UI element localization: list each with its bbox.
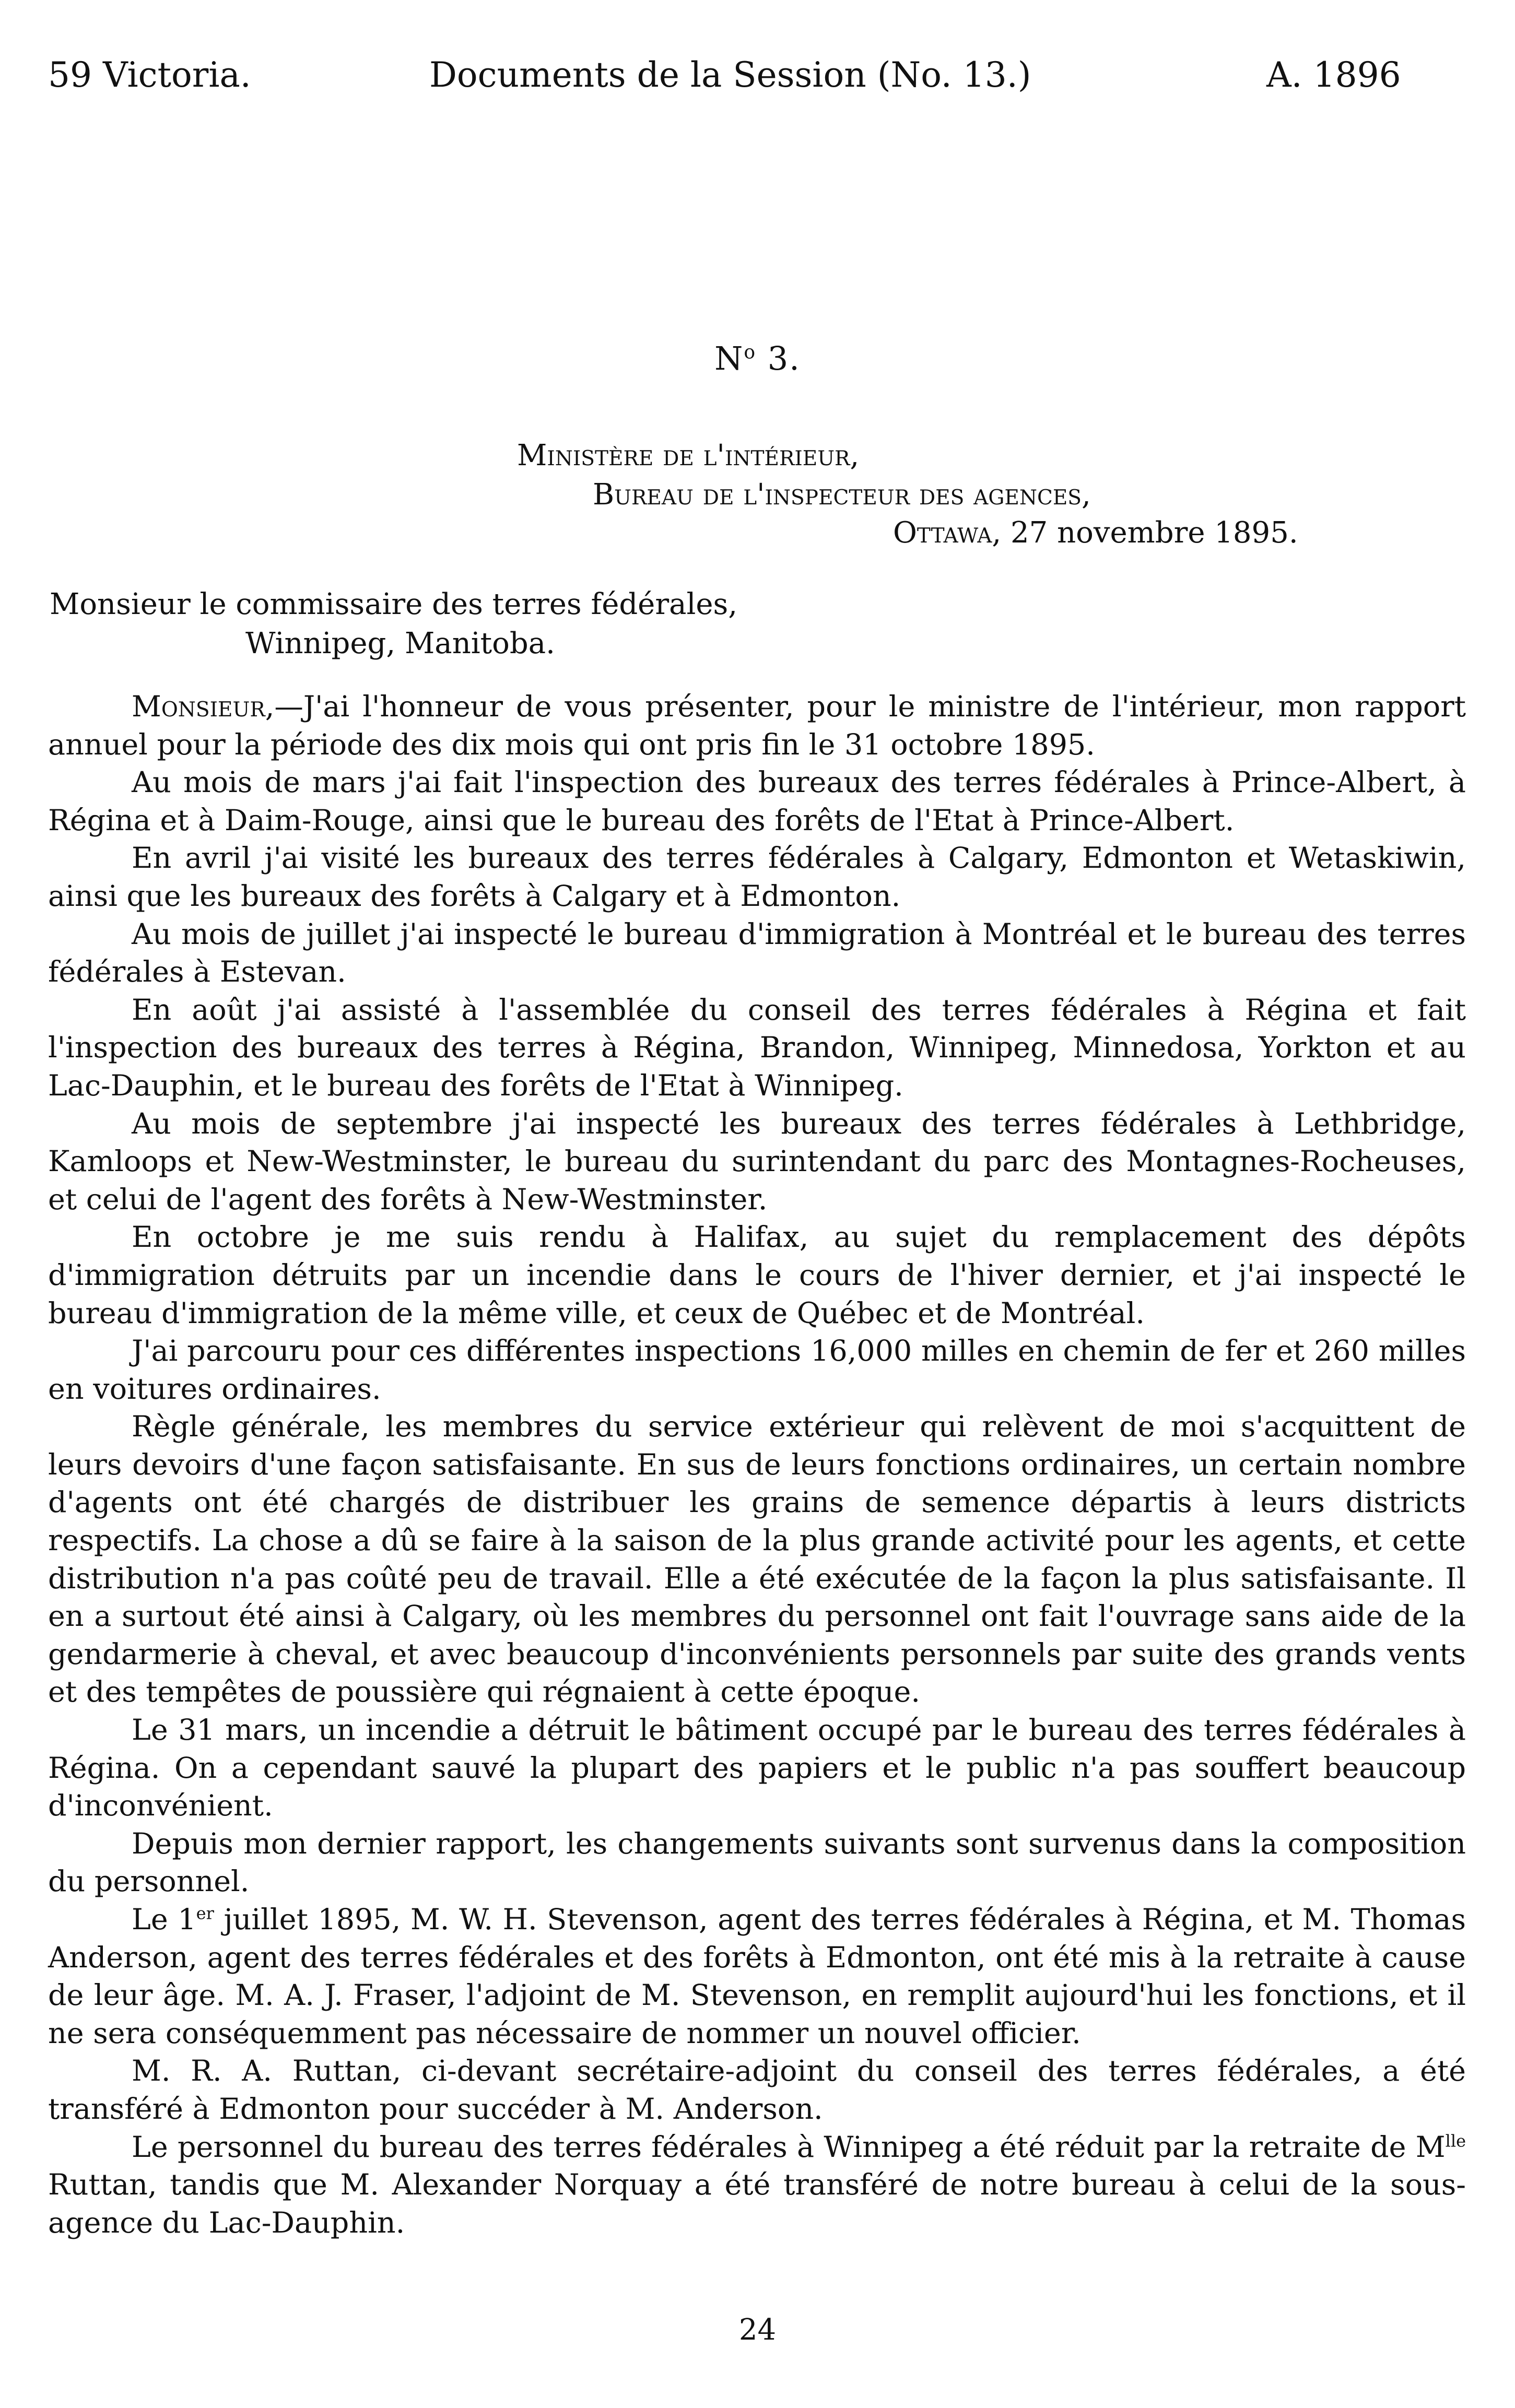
header-session-year: 59 Victoria. bbox=[48, 55, 251, 95]
docnum-value: 3. bbox=[756, 339, 801, 377]
paragraph-12-superscript: er bbox=[196, 1903, 214, 1923]
letter-body bbox=[48, 688, 1466, 2242]
paragraph-12-rest: juillet 1895, M. W. H. Stevenson, agent des terres fédérales à Régina, et M. Thomas Anderson, agent des terres fédérales et des forêts à Edmonton, ont été mis à la retraite à cause de leur âge. M. A. J. Fraser, l'adjoint de M. Stevenson, en remplit aujourd'hui les fonctions, et il ne sera conséquemment pas nécessaire de nommer un nouvel officier. bbox=[48, 1903, 1466, 2050]
page-number: 24 bbox=[738, 2313, 777, 2347]
addressee-line-2: Winnipeg, Manitoba. bbox=[245, 627, 555, 660]
ministry-date-line bbox=[893, 516, 1298, 550]
ministry-city: Ottawa bbox=[893, 516, 992, 550]
ministry-line-1: Ministère de l'intérieur, bbox=[517, 439, 860, 473]
paragraph-10: Le 31 mars, un incendie a détruit le bâtiment occupé par le bureau des terres fédérales à Régina. On a cependant sauvé la plupart des papiers et le public n'a pas souffert beaucoup d'inconvénient. bbox=[48, 1713, 1466, 1823]
paragraph-6: Au mois de septembre j'ai inspecté les bureaux des terres fédérales à Lethbridge, Kamloops et New-Westminster, le bureau du surintendant du parc des Montagnes-Rocheuses, et celui de l'agent des forêts à New-Westminster. bbox=[48, 1106, 1466, 1217]
ministry-date: , 27 novembre 1895. bbox=[992, 516, 1298, 550]
paragraph-4: Au mois de juillet j'ai inspecté le bureau d'immigration à Montréal et le bureau des terres fédérales à Estevan. bbox=[48, 917, 1466, 989]
header-year: A. 1896 bbox=[1266, 55, 1401, 95]
ministry-line-2: Bureau de l'inspecteur des agences, bbox=[593, 478, 1091, 512]
paragraph-12 bbox=[48, 1901, 1466, 2052]
paragraph-12-start: Le 1 bbox=[132, 1903, 196, 1937]
salutation: Monsieur bbox=[132, 690, 265, 724]
document-number bbox=[0, 339, 1515, 377]
paragraph-11: Depuis mon dernier rapport, les changements suivants sont survenus dans la composition du personnel. bbox=[48, 1826, 1466, 1899]
paragraph-9: Règle générale, les membres du service extérieur qui relèvent de moi s'acquittent de leurs devoirs d'une façon satisfaisante. En sus de leurs fonctions ordinaires, un certain nombre d'agents ont été chargés de distribuer les grains de semence départis à leurs districts respectifs. La chose a dû se faire à la saison de la plus grande activité pour les agents, et cette distribution n'a pas coûté peu de travail. Elle a été exécutée de la façon la plus satisfaisante. Il en a surtout été ainsi à Calgary, où les membres du personnel ont fait l'ouvrage sans aide de la gendarmerie à cheval, et avec beaucoup d'inconvénients personnels par suite des grands vents et des tempêtes de poussière qui régnaient à cette époque. bbox=[48, 1410, 1466, 1709]
running-header bbox=[0, 55, 1515, 102]
docnum-prefix: N bbox=[714, 339, 744, 377]
paragraph-14-start: Le personnel du bureau des terres fédérales à Winnipeg a été réduit par la retraite de M bbox=[132, 2130, 1446, 2164]
paragraph-13: M. R. A. Ruttan, ci-devant secrétaire-adjoint du conseil des terres fédérales, a été transféré à Edmonton pour succéder à M. Anderson. bbox=[48, 2054, 1466, 2126]
paragraph-1 bbox=[48, 688, 1466, 764]
paragraph-8: J'ai parcouru pour ces différentes inspections 16,000 milles en chemin de fer et 260 milles en voitures ordinaires. bbox=[48, 1334, 1466, 1406]
paragraph-14 bbox=[48, 2129, 1466, 2242]
paragraph-7: En octobre je me suis rendu à Halifax, au sujet du remplacement des dépôts d'immigration détruits par un incendie dans le cours de l'hiver dernier, et j'ai inspecté le bureau d'immigration de la même ville, et ceux de Québec et de Montréal. bbox=[48, 1220, 1466, 1330]
docnum-sup: o bbox=[744, 341, 757, 363]
paragraph-14-superscript: lle bbox=[1445, 2131, 1466, 2151]
paragraph-5: En août j'ai assisté à l'assemblée du conseil des terres fédérales à Régina et fait l'inspection des bureaux des terres à Régina, Brandon, Winnipeg, Minnedosa, Yorkton et au Lac-Dauphin, et le bureau des forêts de l'Etat à Winnipeg. bbox=[48, 993, 1466, 1103]
addressee-line-1: Monsieur le commissaire des terres fédérales, bbox=[50, 587, 738, 621]
paragraph-3: En avril j'ai visité les bureaux des terres fédérales à Calgary, Edmonton et Wetaskiwin, ainsi que les bureaux des forêts à Calgary et à Edmonton. bbox=[48, 841, 1466, 913]
paragraph-14-rest: Ruttan, tandis que M. Alexander Norquay a été transféré de notre bureau à celui de la sous-agence du Lac-Dauphin. bbox=[48, 2168, 1466, 2240]
paragraph-2: Au mois de mars j'ai fait l'inspection des bureaux des terres fédérales à Prince-Albert, à Régina et à Daim-Rouge, ainsi que le bureau des forêts de l'Etat à Prince-Albert. bbox=[48, 765, 1466, 837]
header-document-title: Documents de la Session (No. 13.) bbox=[429, 55, 1031, 95]
paragraph-1-text: ,—J'ai l'honneur de vous présenter, pour le ministre de l'intérieur, mon rapport annuel pour la période des dix mois qui ont pris fin le 31 octobre 1895. bbox=[48, 690, 1466, 762]
